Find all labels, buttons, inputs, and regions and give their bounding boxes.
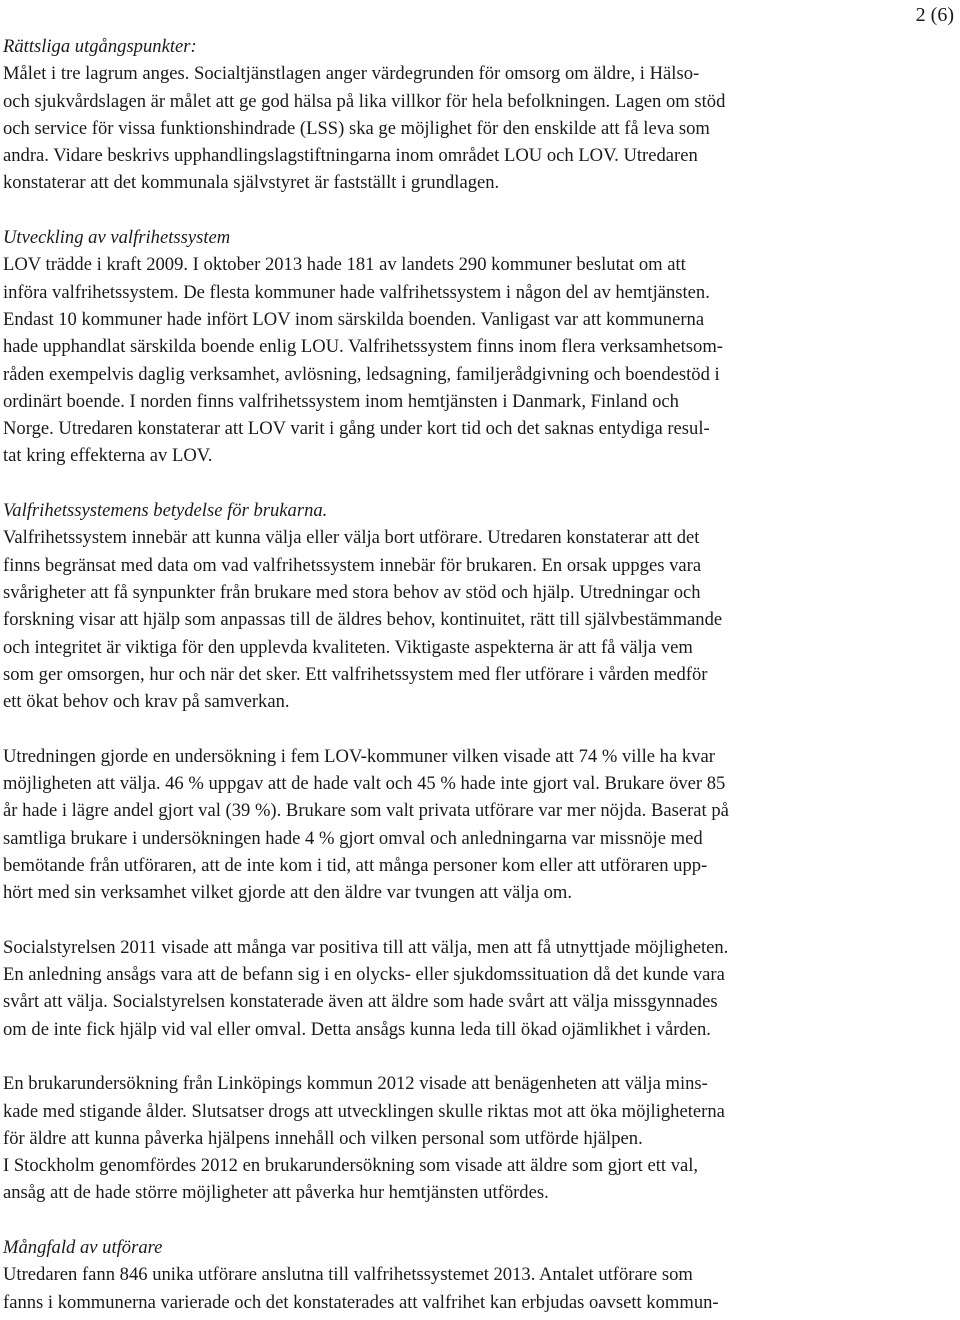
text-line: finns begränsat med data om vad valfrihetssystem innebär för brukaren. En orsak uppges vara	[3, 554, 702, 576]
text-line: Valfrihetssystem innebär att kunna välja eller välja bort utförare. Utredaren konstaterar att det	[3, 527, 700, 549]
text-line: Endast 10 kommuner hade infört LOV inom särskilda boenden. Vanligast var att kommunerna	[3, 308, 705, 330]
text-line: och service för vissa funktionshindrade (LSS) ska ge möjlighet för den enskilde att få leva som	[3, 117, 710, 139]
section-heading: Mångfald av utförare	[3, 1237, 163, 1259]
section-legal-basis	[3, 33, 893, 197]
text-line: och integritet är viktiga för den upplevda kvaliteten. Viktigaste aspekterna är att få välja vem	[3, 636, 693, 658]
text-line: som ger omsorgen, hur och när det sker. Ett valfrihetssystem med fler utförare i vården medför	[3, 663, 708, 685]
text-line: Utredaren fann 846 unika utförare anslutna till valfrihetssystemet 2013. Antalet utförare som	[3, 1264, 693, 1286]
paragraph-gap	[3, 715, 893, 742]
text-line: och sjukvårdslagen är målet att ge god hälsa på lika villkor för hela befolkningen. Lagen om stöd	[3, 90, 726, 112]
text-line: konstaterar att det kommunala självstyret är fastställt i grundlagen.	[3, 172, 500, 194]
text-line: svårigheter att få synpunkter från brukare med stora behov av stöd och hjälp. Utredningar och	[3, 581, 701, 603]
text-line: Norge. Utredaren konstaterar att LOV varit i gång under kort tid och det saknas entydiga resul-	[3, 418, 710, 440]
text-line: år hade i lägre andel gjort val (39 %). Brukare som valt privata utförare var mer nöjda. Baserat på	[3, 800, 729, 822]
text-line: ett ökat behov och krav på samverkan.	[3, 691, 290, 713]
text-line: kade med stigande ålder. Slutsatser drogs att utvecklingen skulle riktas mot att öka möjligheterna	[3, 1100, 725, 1122]
text-line: andra. Vidare beskrivs upphandlingslagstiftningarna inom området LOU och LOV. Utredaren	[3, 145, 698, 167]
text-line: Utredningen gjorde en undersökning i fem LOV-kommuner vilken visade att 74 % ville ha kvar	[3, 745, 715, 767]
text-line: En brukarundersökning från Linköpings kommun 2012 visade att benägenheten att välja mins-	[3, 1073, 708, 1095]
paragraph-gap	[3, 470, 893, 497]
text-line: bemötande från utföraren, att de inte kom i tid, att många personer kom eller att utföraren upp-	[3, 854, 708, 876]
text-line: om de inte fick hjälp vid val eller omval. Detta ansågs kunna leda till ökad ojämlikhet i vården.	[3, 1018, 711, 1040]
paragraph-socialstyrelsen	[3, 934, 893, 1043]
text-line: hade upphandlat särskilda boende enlig LOU. Valfrihetssystem finns inom flera verksamhetsom-	[3, 336, 723, 358]
section-provider-diversity	[3, 1234, 893, 1316]
text-line: svårt att välja. Socialstyrelsen konstaterade även att äldre som hade svårt att välja missgynnades	[3, 991, 718, 1013]
text-line: för äldre att kunna påverka hjälpens innehåll och vilken personal som utförde hjälpen.	[3, 1127, 643, 1149]
text-line: samtliga brukare i undersökningen hade 4 % gjort omval och anledningarna var missnöje med	[3, 827, 703, 849]
paragraph-gap	[3, 907, 893, 934]
section-significance-for-users	[3, 497, 893, 715]
text-line: ansåg att de hade större möjligheter att påverka hur hemtjänsten utfördes.	[3, 1182, 549, 1204]
paragraph-gap	[3, 1043, 893, 1070]
paragraph-survey	[3, 743, 893, 907]
text-line: Målet i tre lagrum anges. Socialtjänstlagen anger värdegrunden för omsorg om äldre, i Hälso-	[3, 63, 700, 85]
paragraph-user-surveys	[3, 1070, 893, 1206]
text-line: ordinärt boende. I norden finns valfrihetssystem inom hemtjänsten i Danmark, Finland och	[3, 390, 679, 412]
text-line: införa valfrihetssystem. De flesta kommuner hade valfrihetssystem i någon del av hemtjänsten.	[3, 281, 710, 303]
text-line: möjligheten att välja. 46 % uppgav att de hade valt och 45 % hade inte gjort val. Brukare över 85	[3, 773, 726, 795]
text-line: I Stockholm genomfördes 2012 en brukarundersökning som visade att äldre som gjort ett val,	[3, 1155, 699, 1177]
section-heading: Rättsliga utgångspunkter:	[3, 36, 197, 57]
text-line: LOV trädde i kraft 2009. I oktober 2013 hade 181 av landets 290 kommuner beslutat om att	[3, 254, 686, 276]
page-number: 2 (6)	[915, 4, 954, 26]
text-line: forskning visar att hjälp som anpassas till de äldres behov, kontinuitet, rätt till självbestämmande	[3, 609, 723, 631]
section-heading: Valfrihetssystemens betydelse för brukarna.	[3, 500, 328, 522]
document-body	[3, 33, 893, 1316]
section-heading: Utveckling av valfrihetssystem	[3, 227, 231, 249]
text-line: tat kring effekterna av LOV.	[3, 445, 213, 467]
paragraph-gap	[3, 197, 893, 224]
text-line: En anledning ansågs vara att de befann sig i en olycks- eller sjukdomssituation då det kunde vara	[3, 964, 725, 986]
section-development	[3, 224, 893, 470]
text-line: Socialstyrelsen 2011 visade att många var positiva till att välja, men att få utnyttjade möjligheten.	[3, 936, 729, 958]
text-line: fanns i kommunerna varierade och det konstaterades att valfrihet kan erbjudas oavsett kommun-	[3, 1291, 719, 1313]
text-line: råden exempelvis daglig verksamhet, avlösning, ledsagning, familjerådgivning och boendestöd i	[3, 363, 720, 385]
paragraph-gap	[3, 1207, 893, 1234]
text-line: hört med sin verksamhet vilket gjorde att den äldre var tvungen att välja om.	[3, 882, 573, 904]
